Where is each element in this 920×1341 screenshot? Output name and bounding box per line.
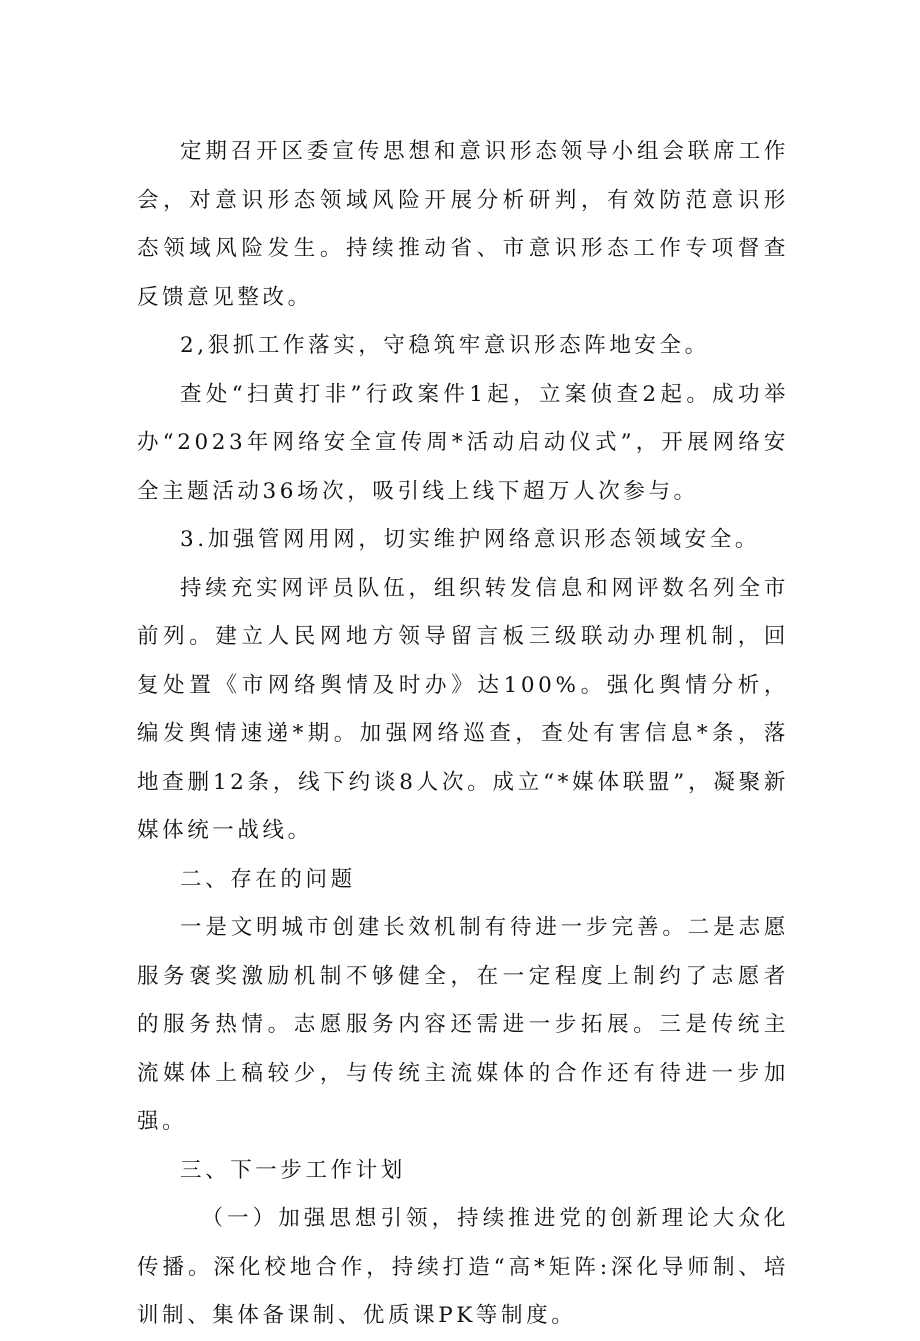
paragraph-thought-guidance: （一）加强思想引领，持续推进党的创新理论大众化传播。深化校地合作，持续打造“高*矩阵:深化导师制、培训制、集体备课制、优质课PK等制度。 (137, 1206, 789, 1328)
document-body (137, 128, 789, 1341)
paragraph-problems: 一是文明城市创建长效机制有待进一步完善。二是志愿服务褒奖激励机制不够健全，在一定程度上制约了志愿者的服务热情。志愿服务内容还需进一步拓展。三是传统主流媒体上稿较少，与传统主流媒体的合作还有待进一步加强。 (137, 915, 789, 1134)
section-heading-next-plan: 三、下一步工作计划 (180, 1157, 406, 1183)
paragraph-anti-porn-cases: 查处“扫黄打非”行政案件1起，立案侦查2起。成功举办“2023年网络安全宣传周*活动启动仪式”，开展网络安全主题活动36场次，吸引线上线下超万人次参与。 (137, 381, 789, 504)
paragraph-network-commentators: 持续充实网评员队伍，组织转发信息和网评数名列全市前列。建立人民网地方领导留言板三级联动办理机制，回复处置《市网络舆情及时办》达100%。强化舆情分析，编发舆情速递*期。加强网络巡查，查处有害信息*条，落地查删12条，线下约谈8人次。成立“*媒体联盟”，凝聚新媒体统一战线。 (137, 575, 789, 843)
heading-network-management: 3.加强管网用网，切实维护网络意识形态领域安全。 (180, 527, 760, 552)
paragraph-risk-prevention: 定期召开区委宣传思想和意识形态领导小组会联席工作会，对意识形态领域风险开展分析研判，有效防范意识形态领域风险发生。持续推动省、市意识形态工作专项督查反馈意见整改。 (137, 139, 789, 310)
heading-work-implementation: 2,狠抓工作落实，守稳筑牢意识形态阵地安全。 (180, 333, 710, 358)
section-heading-problems: 二、存在的问题 (180, 866, 356, 892)
